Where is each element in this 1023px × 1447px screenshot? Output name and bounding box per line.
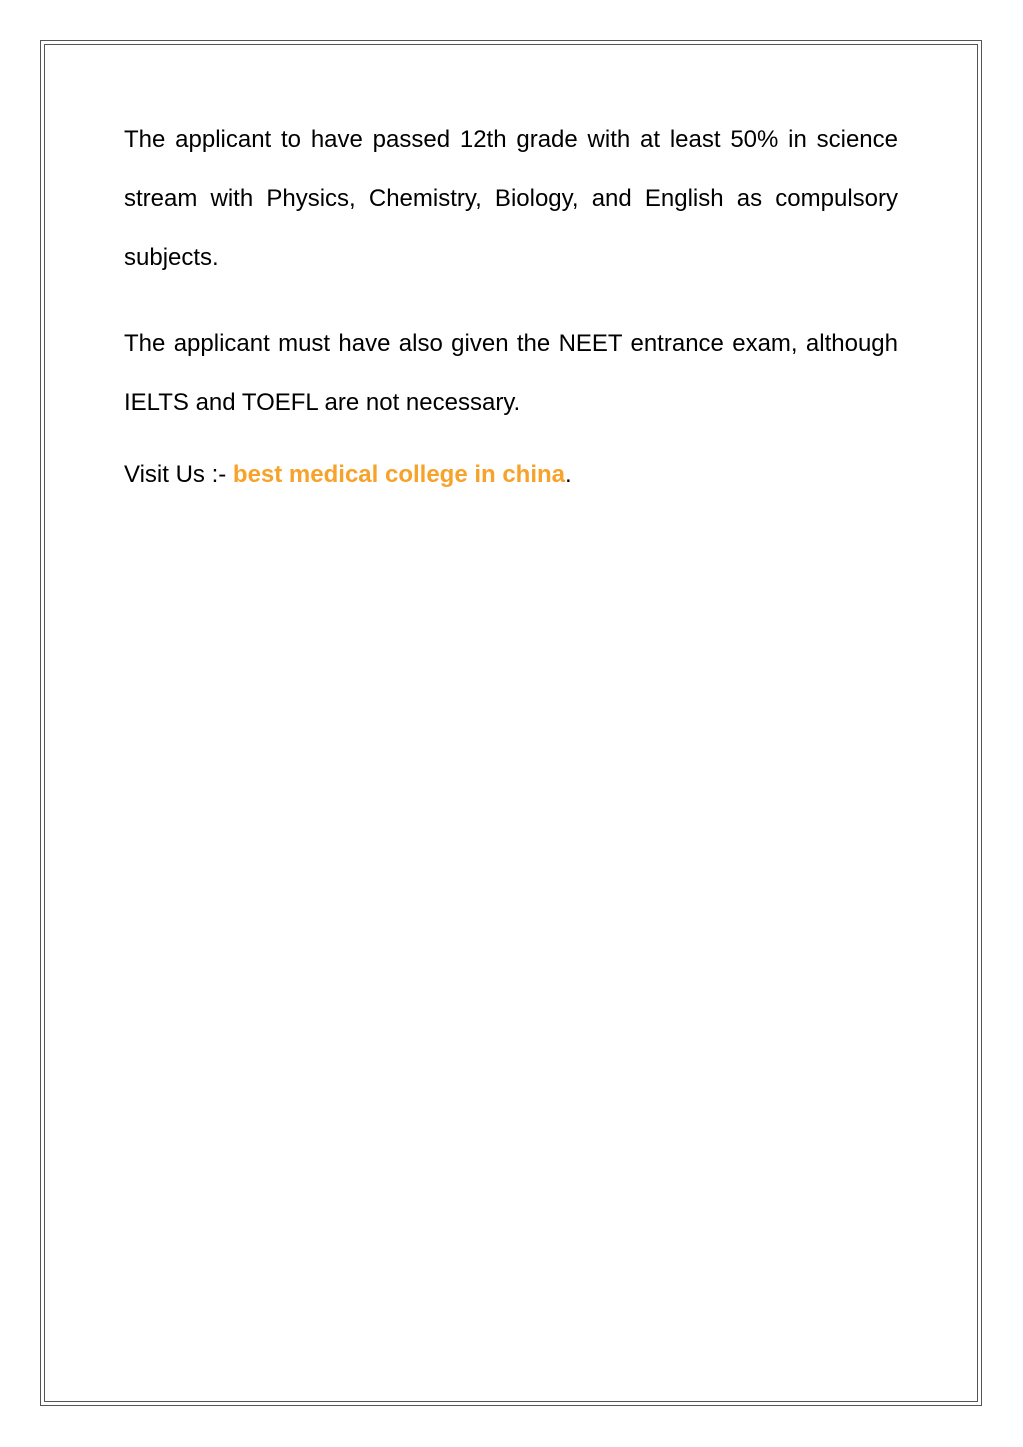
visit-suffix: .	[565, 461, 572, 488]
eligibility-paragraph: The applicant to have passed 12th grade with at least 50% in science stream with Physics, Chemistry, Biology, and English as compulsory subjects.	[124, 126, 898, 271]
document-body	[124, 110, 898, 491]
visit-line	[124, 459, 898, 491]
college-link[interactable]: best medical college in china	[232, 461, 566, 488]
visit-prefix: Visit Us :-	[124, 461, 233, 488]
exam-paragraph: The applicant must have also given the NEET entrance exam, although IELTS and TOEFL are not necessary.	[124, 330, 898, 416]
